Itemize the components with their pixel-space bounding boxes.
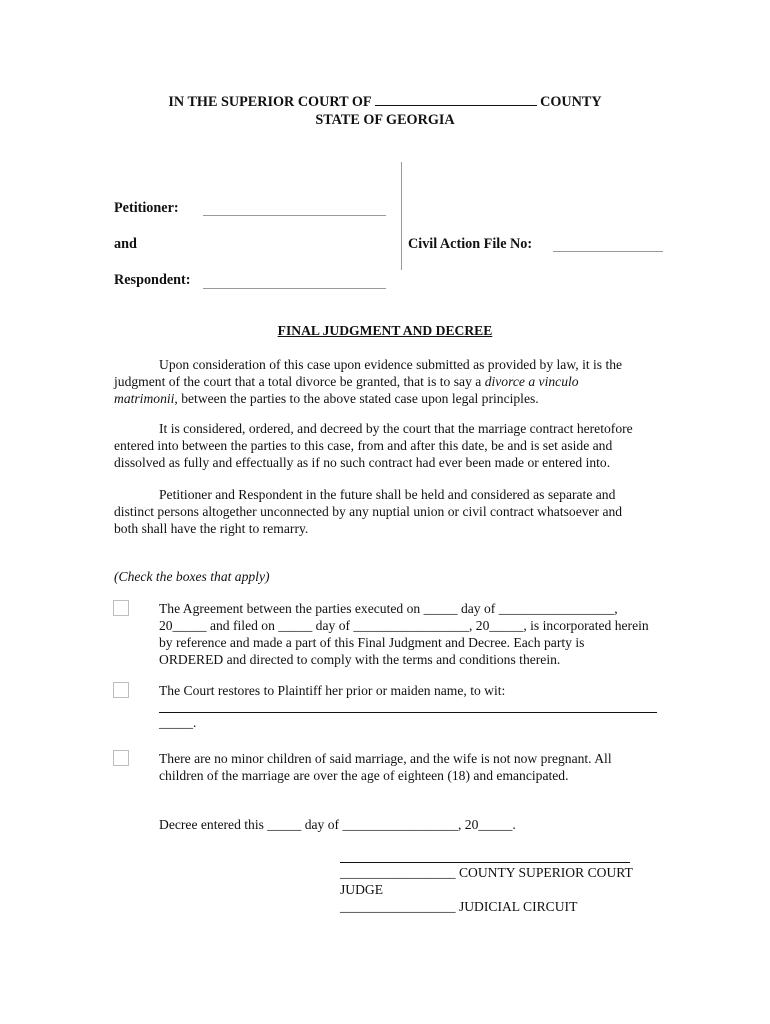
court-heading xyxy=(0,94,770,111)
paragraph-contract-dissolved: It is considered, ordered, and decreed by the court that the marriage contract heretofore entered into between the parties to this case, from and after this date, be and is set aside and dissolved as fully and effectually as if no such contract had ever been made or entered into. xyxy=(114,421,633,470)
petitioner-field[interactable] xyxy=(203,215,386,216)
respondent-field[interactable] xyxy=(203,288,386,289)
court-heading-prefix: IN THE SUPERIOR COURT OF xyxy=(168,94,372,110)
respondent-label: Respondent: xyxy=(114,272,191,288)
agreement-checkbox[interactable] xyxy=(113,600,129,616)
document-title: FINAL JUDGMENT AND DECREE xyxy=(277,323,493,338)
civil-action-label: Civil Action File No: xyxy=(408,236,533,252)
paragraph-divorce-granted xyxy=(114,356,644,407)
civil-action-field[interactable] xyxy=(553,251,663,252)
no-minor-children-checkbox[interactable] xyxy=(113,750,129,766)
check-instruction: (Check the boxes that apply) xyxy=(114,569,270,584)
judicial-circuit-line: _________________ JUDICIAL CIRCUIT xyxy=(340,899,578,914)
caption-divider xyxy=(401,162,402,270)
maiden-name-field[interactable] xyxy=(159,712,657,713)
paragraph-1-text-b: , between the parties to the above stated case upon legal principles. xyxy=(174,391,539,406)
paragraph-remarry: Petitioner and Respondent in the future shall be held and considered as separate and distinct persons altogether unconnected by any nuptial union or civil contract whatsoever and both shall have the right to remarry. xyxy=(114,487,623,536)
judge-signature-line[interactable] xyxy=(340,862,630,863)
maiden-name-checkbox[interactable] xyxy=(113,682,129,698)
judge-county-line: _________________ COUNTY SUPERIOR COURT JUDGE xyxy=(340,865,633,897)
maiden-name-line-end: _____. xyxy=(159,715,197,730)
paragraph-1-text-a: Upon consideration of this case upon evidence submitted as provided by law, it is the judgment of the court that a total divorce be granted, that is to say a xyxy=(114,357,623,389)
petitioner-label: Petitioner: xyxy=(114,200,179,216)
maiden-name-option-text: The Court restores to Plaintiff her prior or maiden name, to wit: xyxy=(159,683,506,698)
and-label: and xyxy=(114,236,137,252)
court-heading-suffix: COUNTY xyxy=(540,94,602,110)
decree-entered-line: Decree entered this _____ day of _________________, 20_____. xyxy=(159,817,516,832)
agreement-option-text: The Agreement between the parties executed on _____ day of _________________, 20_____ and filed on _____ day of _________________, 20_____, is incorporated herein by reference and made a part of this Final Judgment and Decree. Each party is ORDERED and directed to comply with the terms and conditions therein. xyxy=(159,601,649,667)
paragraph-1-italic: divorce a vinculo matrimonii xyxy=(114,374,579,406)
county-name-blank[interactable] xyxy=(375,105,537,106)
state-heading: STATE OF GEORGIA xyxy=(315,112,455,128)
no-minor-children-option-text: There are no minor children of said marriage, and the wife is not now pregnant. All children of the marriage are over the age of eighteen (18) and emancipated. xyxy=(159,751,612,783)
